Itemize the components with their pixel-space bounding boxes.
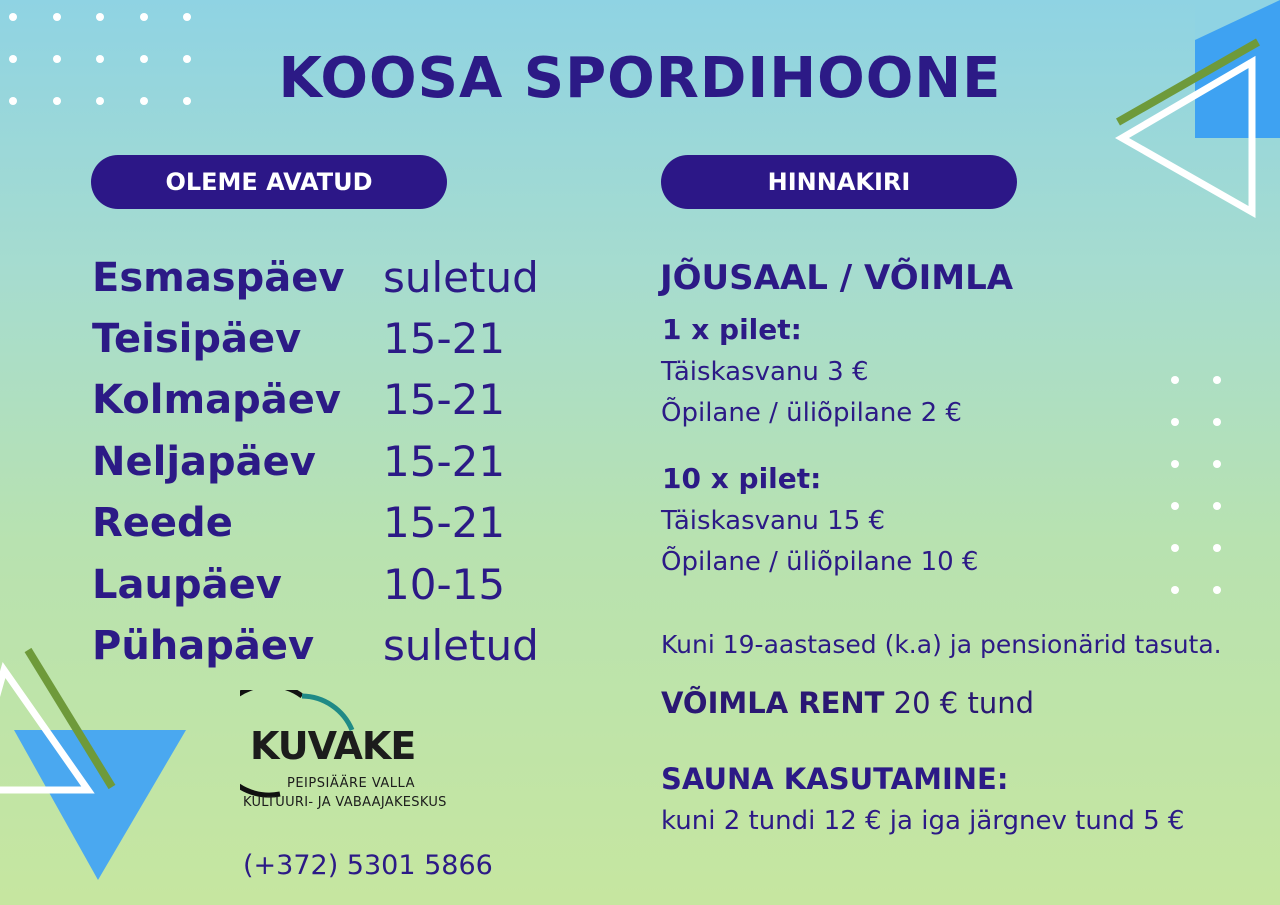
- logo-wordmark: KUVAKE: [250, 724, 416, 768]
- opening-hours-label: OLEME AVATUD: [91, 155, 447, 209]
- schedule-day: Teisipäev: [92, 316, 302, 362]
- schedule-day: Neljapäev: [92, 439, 316, 485]
- page-title: KOOSA SPORDIHOONE: [278, 46, 1002, 111]
- ten-student-price: Õpilane / üliõpilane 10 €: [661, 547, 979, 577]
- schedule-time: 15-21: [383, 375, 506, 424]
- schedule-day: Pühapäev: [92, 623, 315, 669]
- sauna-heading: SAUNA KASUTAMINE:: [661, 762, 1009, 796]
- gym-rent-value: 20 € tund: [893, 686, 1034, 720]
- schedule-day: Kolmapäev: [92, 377, 341, 423]
- logo-subtitle-2: KULTUURI- JA VABAAJAKESKUS: [243, 795, 447, 810]
- schedule-time: 10-15: [383, 560, 506, 609]
- logo-subtitle-1: PEIPSIÄÄRE VALLA: [287, 776, 415, 791]
- free-entry-note: Kuni 19-aastased (k.a) ja pensionärid tasuta.: [661, 630, 1222, 659]
- ten-ticket-heading: 10 x pilet:: [662, 462, 822, 495]
- schedule-time: suletud: [383, 253, 539, 302]
- schedule-day: Reede: [92, 500, 233, 546]
- schedule-day: Esmaspäev: [92, 255, 345, 301]
- schedule-time: 15-21: [383, 437, 506, 486]
- gym-rent-label: VÕIMLA RENT: [661, 686, 885, 720]
- triangle-decoration-bottom-left: [0, 645, 200, 885]
- single-student-price: Õpilane / üliõpilane 2 €: [661, 398, 962, 428]
- price-list-label: HINNAKIRI: [661, 155, 1017, 209]
- phone-number: (+372) 5301 5866: [243, 850, 493, 881]
- schedule-time: suletud: [383, 621, 539, 670]
- gym-rent-line: [661, 686, 1034, 720]
- triangle-decoration-top-right: [1100, 0, 1280, 230]
- schedule-time: 15-21: [383, 498, 506, 547]
- single-adult-price: Täiskasvanu 3 €: [661, 357, 869, 387]
- dot-grid-right: [1160, 370, 1260, 600]
- gym-heading: JÕUSAAL / VÕIMLA: [660, 258, 1014, 298]
- ten-adult-price: Täiskasvanu 15 €: [661, 506, 886, 536]
- sauna-price-text: kuni 2 tundi 12 € ja iga järgnev tund 5 €: [661, 806, 1185, 836]
- schedule-time: 15-21: [383, 314, 506, 363]
- schedule-day: Laupäev: [92, 562, 282, 608]
- kuvake-logo: [240, 690, 490, 820]
- single-ticket-heading: 1 x pilet:: [662, 313, 802, 346]
